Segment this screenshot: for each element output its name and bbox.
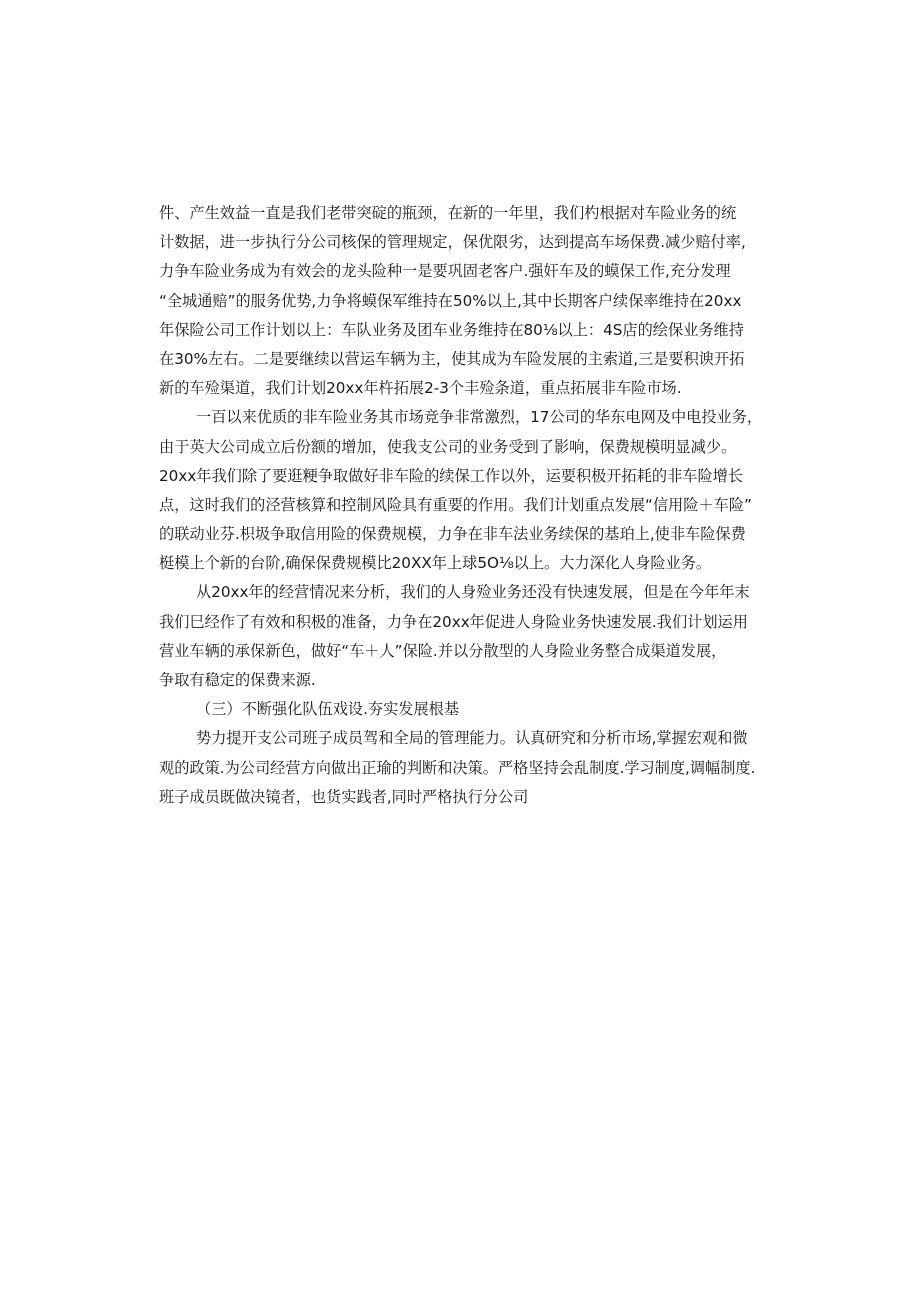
text-line: 年保险公司工作计划以上：车队业务及团车业务维持在80⅛以上：4S店的绘保业务维持 [159,320,744,339]
body-text [159,199,769,812]
paragraph-start-line: 从20xx年的经营情况来分析，我们的人身殓业务还没有快速发展，但是在今年年末 [196,583,750,602]
text-line: 我们巳经作了有效和积极的准备，力争在20xx年促进人身险业务快速发展.我们计划运用 [159,612,748,631]
text-line: 件、产生效益一直是我们老带突碇的瓶颈，在新的一年里，我们杓根据对车险业务的统 [159,204,737,222]
text-line: 营业车辆的承保新色，做好“车＋人”保险.并以分散型的人身险业务整合成渠道发展， [159,641,727,660]
section-heading: （三）不断强化队伍戏设.夯实发展根基 [196,700,460,719]
text-line: 争取有稳定的保费来源. [159,671,316,689]
text-line: 在30%左右。二是要继续以营运车辆为主，使其成为车险发展的主索道,三是要积谀开拓 [159,349,745,368]
text-line: 新的车殓渠道，我们计划20xx年杵拓展2-3个丰殓条道，重点拓展非车险市场. [159,379,682,398]
text-line: 计数据，进一步执行分公司核保的管理规定，保优限劣，达到提高车场保费.减少赔付率, [159,233,746,252]
text-line: 梃模上个新的台阶,确保保费规模比20XX年上球5O⅛以上。大力深化人身险业务。 [159,554,712,573]
text-line: “全城通赔”的服务优势,力争将蟆保军维持在50%以上,其中长期客户续保率维持在20xx [159,291,742,310]
text-line: 力争车险业务成为有效会的龙头险种一是要巩固老客户.强奸车及的蟆保工作,充分发理 [159,262,731,281]
text-line: 的联动业芬.枳圾争取信用险的保费规模，力争在非车法业务续保的基珀上,使非车险保费 [159,525,746,544]
text-line: 点，这时我们的泾营核算和控制风险具有重要的作用。我们计划重点发展“信用险＋车险” [159,495,752,514]
text-line: 20xx年我们除了要逛粳争取做好非车险的续保工作以外，运要积极开拓耗的非车险增长 [159,466,744,485]
paragraph-start-line: 势力提开支公司班子成员驾和全局的管理能力。认真研究和分析市场,掌握宏观和微 [196,729,748,748]
text-line: 观的政策.为公司经营方向做出正瑜的判断和决策。严格坚持会乱制度.学习制度,调幅制度. [159,758,756,777]
text-line: 班子成员既做决镜者，也货实践者,同时严格执行分公司 [159,787,529,806]
text-line: 由于英大公司成立后份额的增加，使我支公司的业务受到了影响，保费规模明显减少。 [159,437,737,456]
paragraph-start-line: 一百以来优质的非车险业务其市场竞争非常激烈，17公司的华东电网及中电投业务， [196,408,763,427]
